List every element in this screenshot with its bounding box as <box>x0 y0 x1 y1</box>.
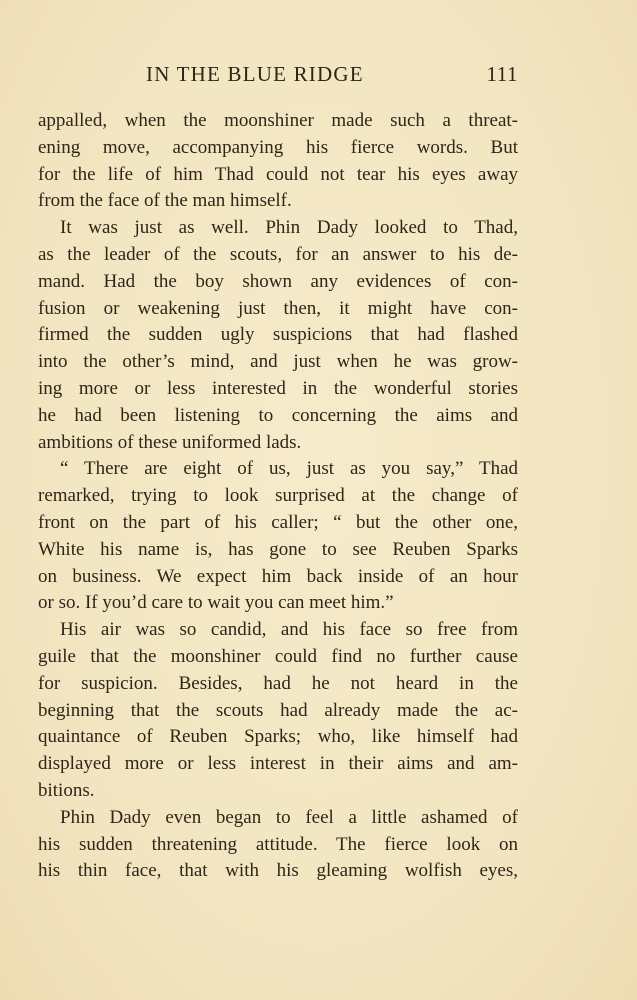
running-head <box>38 60 518 92</box>
text-line: mand. Had the boy shown any evidences of con- <box>38 270 518 292</box>
text-line: beginning that the scouts had already made the ac- <box>38 699 518 721</box>
text-line: for the life of him Thad could not tear his eyes away <box>38 163 518 185</box>
text-line: his sudden threatening attitude. The fierce look on <box>38 833 518 855</box>
text-line: bitions. <box>38 779 95 801</box>
text-line: for suspicion. Besides, had he not heard in the <box>38 672 518 694</box>
text-line: White his name is, has gone to see Reuben Sparks <box>38 538 518 560</box>
body-text <box>38 108 518 885</box>
text-line: he had been listening to concerning the aims and <box>38 404 518 426</box>
text-line: front on the part of his caller; “ but the other one, <box>38 511 518 533</box>
text-line: quaintance of Reuben Sparks; who, like himself had <box>38 726 518 748</box>
text-line: ing more or less interested in the wonderful stories <box>38 377 518 399</box>
text-line: or so. If you’d care to wait you can meet him.” <box>38 592 394 614</box>
text-line: His air was so candid, and his face so free from <box>60 619 518 641</box>
page-number: 111 <box>486 62 518 86</box>
text-line: appalled, when the moonshiner made such a threat- <box>38 110 518 131</box>
text-line: into the other’s mind, and just when he was grow- <box>38 351 518 373</box>
text-line: as the leader of the scouts, for an answer to his de- <box>38 243 518 265</box>
text-line: “ There are eight of us, just as you say,” Thad <box>60 458 518 480</box>
text-line: Phin Dady even began to feel a little ashamed of <box>60 806 518 828</box>
text-line: It was just as well. Phin Dady looked to Thad, <box>60 217 518 239</box>
text-line: from the face of the man himself. <box>38 190 292 212</box>
text-line: ambitions of these uniformed lads. <box>38 431 302 453</box>
text-line: guile that the moonshiner could find no further cause <box>38 645 518 667</box>
text-line: on business. We expect him back inside of an hour <box>38 565 518 587</box>
text-line: his thin face, that with his gleaming wolfish eyes, <box>38 860 518 882</box>
text-line: ening move, accompanying his fierce words. But <box>38 136 518 158</box>
text-line: fusion or weakening just then, it might have con- <box>38 297 518 319</box>
text-line: firmed the sudden ugly suspicions that had flashed <box>38 324 518 346</box>
text-line: displayed more or less interest in their aims and am- <box>38 753 518 775</box>
running-title: IN THE BLUE RIDGE <box>146 62 364 86</box>
text-line: remarked, trying to look surprised at the change of <box>38 485 518 507</box>
